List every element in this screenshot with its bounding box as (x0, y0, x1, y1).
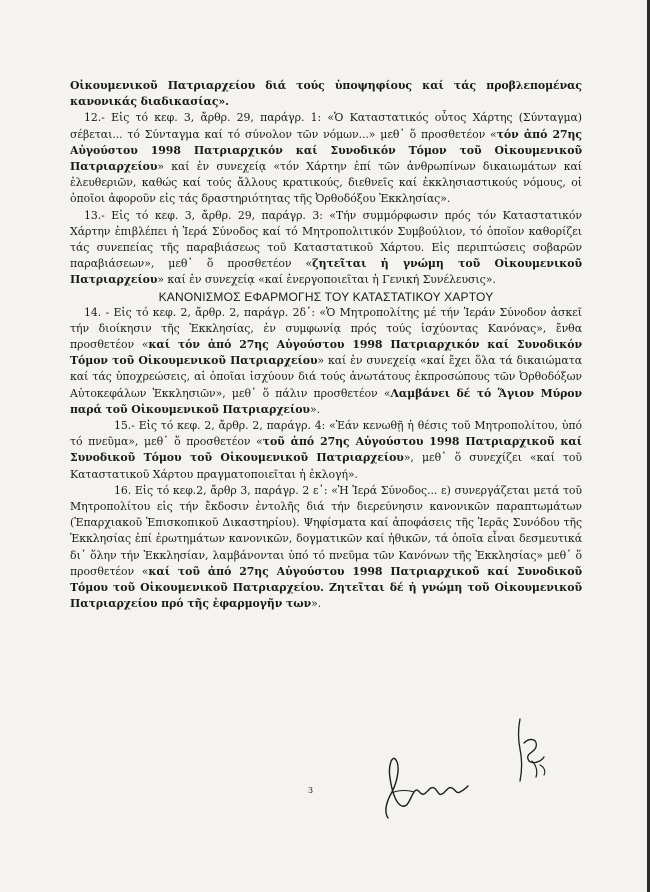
section-heading: ΚΑΝΟΝΙΣΜΟΣ ΕΦΑΡΜΟΓΗΣ ΤΟΥ ΚΑΤΑΣΤΑΤΙΚΟΥ ΧΑΡΤΟΥ (158, 289, 494, 304)
signature-right (510, 715, 558, 785)
bold-text: Οἰκουμενικοῦ Πατριαρχείου διά τούς ὑποψηφίους καί τάς προβλεπομένας κανονικάς διαδικασίας». (70, 79, 582, 109)
paragraph-13: 13.- Εἰς τό κεφ. 3, ἄρθρ. 29, παράγρ. 3: «Τήν συμμόρφωσιν πρός τόν Καταστατικόν Χάρτην ἐπιβλέπει ἡ Ἱερά Σύνοδος καί τό Μητροπολιτικόν Συμβούλιον, τό ὁποῖον καθορίζει τάς συνεπείας τῆς παραβιάσεως τοῦ Καταστατικοῦ Χάρτου. Εἰς περιπτώσεις σοβαρῶν παραβιάσεων», μεθ᾿ ὅ προσθετέον «ζητεῖται ἡ γνώμη τοῦ Οἰκουμενικοῦ Πατριαρχείου» καί ἐν συνεχείᾳ «καί ἐνεργοποιεῖται ἡ Γενική Συνέλευσις». (70, 208, 582, 287)
paragraph-16: 16. Εἰς τό κεφ.2, ἄρθρ 3, παράγρ. 2 ε᾿: «Ἡ Ἱερά Σύνοδος... ε) συνεργάζεται μετά τοῦ Μητροπολίτου εἰς τήν ἔκδοσιν ἐντολῆς διά τήν διερεύνησιν κανονικῶν παραπτωμάτων (Ἐπαρχιακοῦ Ἐπισκοπικοῦ Δικαστηρίου). Ψηφίσματα καί ἀποφάσεις τῆς Ἱερᾶς Συνόδου τῆς Ἐκκλησίας ἐπί ἐρωτημάτων κανονικῶν, δογματικῶν καί ἠθικῶν, τά ὁποῖα εἶναι δεσμευτικά δι᾿ ὅλην τήν Ἐκκλησίαν, λαμβάνονται ὑπό τό πνεῦμα τῶν Κανόνων τῆς Ἐκκλησίας» μεθ᾿ ὅ προσθετέον «καί τοῦ ἀπό 27ης Αὐγούστου 1998 Πατριαρχικοῦ καί Συνοδικοῦ Τόμου τοῦ Οἰκουμενικοῦ Πατριαρχείου. Ζητεῖται δέ ἡ γνώμη τοῦ Οἰκουμενικοῦ Πατριαρχείου πρό τῆς ἐφαρμογῆν των». (70, 483, 582, 611)
document-body (70, 78, 582, 613)
paragraph-12: 12.- Εἰς τό κεφ. 3, ἄρθρ. 29, παράγρ. 1: «Ὁ Καταστατικός οὗτος Χάρτης (Σύνταγμα) σέβεται... τό Σύνταγμα καί τό σύνολον τῶν νόμων...» μεθ᾿ ὅ προσθετέον «τόν ἀπό 27ης Αὐγούστου 1998 Πατριαρχικόν καί Συνοδικόν Τόμον τοῦ Οἰκουμενικοῦ Πατριαρχείου» καί ἐν συνεχείᾳ «τόν Χάρτην ἐπί τῶν ἀνθρωπίνων δικαιωμάτων καί ἐλευθεριῶν, καθώς καί τούς ἄλλους κρατικούς, διεθνεῖς καί ἐκκλησιαστικούς νόμους, οἱ ὁποῖοι ἀφοροῦν εἰς τάς δραστηριότητας τῆς Ὀρθοδόξου Ἐκκλησίας». (70, 111, 582, 206)
paragraph-15: 15.- Εἰς τό κεφ. 2, ἄρθρ. 2, παράγρ. 4: «Ἐάν κενωθῇ ἡ θέσις τοῦ Μητροπολίτου, ὑπό τό πνεῦμα», μεθ᾿ ὅ προσθετέον «τοῦ ἀπό 27ης Αὐγούστου 1998 Πατριαρχικοῦ καί Συνοδικοῦ Τόμου τοῦ Οἰκουμενικοῦ Πατριαρχείου», μεθ᾿ ὅ συνεχίζει «καί τοῦ Καταστατικοῦ Χάρτου πραγματοποιεῖται ἡ ἐκλογή». (70, 419, 582, 481)
paragraph-14: 14. - Εἰς τό κεφ. 2, ἄρθρ. 2, παράγρ. 2δ᾿: «Ὁ Μητροπολίτης μέ τήν Ἱεράν Σύνοδον ἀσκεῖ τήν διοίκησιν τῆς Ἐκκλησίας, ἐν συμφωνίᾳ πρός τούς ἰσχύοντας Κανόνας», ἔνθα προσθετέον «καί τόν ἀπό 27ης Αὐγούστου 1998 Πατριαρχικόν καί Συνοδικόν Τόμον τοῦ Οἰκουμενικοῦ Πατριαρχείου» καί ἐν συνεχείᾳ «καί ἔχει ὅλα τά δικαιώματα καί τάς ὑποχρεώσεις, αἱ ὁποῖαι ἰσχύουν διά τούς ἀνωτάτους ἐκπροσώπους τῶν Ὀρθοδόξων Αὐτοκεφάλων Ἐκκλησιῶν», μεθ᾿ ὅ πάλιν προσθετέον «Λαμβάνει δέ τό Ἅγιον Μύρον παρά τοῦ Οἰκουμενικοῦ Πατριαρχείου». (70, 305, 583, 416)
signature-left (380, 752, 470, 822)
paragraph-continuation (70, 78, 582, 110)
page-number: 3 (308, 786, 314, 795)
